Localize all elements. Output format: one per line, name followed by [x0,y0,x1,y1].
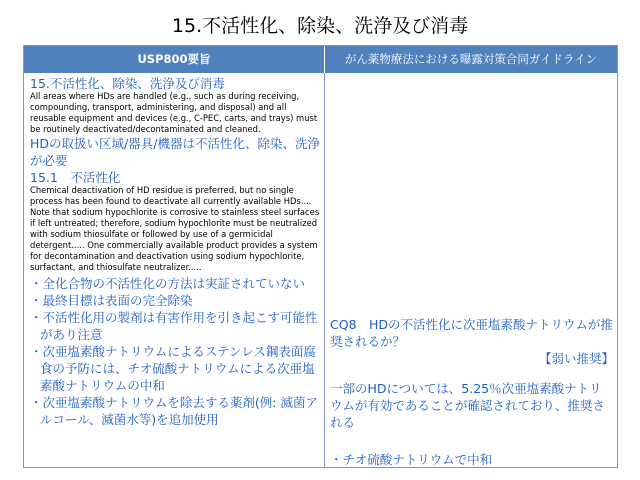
bullet-item: ・次亜塩素酸ナトリウムを除去する薬剤(例: 滅菌アルコール、滅菌水等)を追加使用 [30,395,318,427]
summary-bullets [30,275,322,428]
bullet-item: ・最終目標は表面の完全除染 [30,293,193,308]
guideline-column [330,76,614,468]
section-japanese-summary: HDの取扱い区域/器具/機器は不活性化、除染、洗浄が必要 [30,136,320,168]
comparison-table [23,45,618,468]
guideline-answer: 一部のHDについては、5.25％次亜塩素酸ナトリウムが有効であることが確認されており、推奨される [330,381,605,430]
subsection-heading: 15.1 不活性化 [30,170,121,185]
page-title: 15.不活性化、除染、洗浄及び消毒 [171,15,469,37]
bullet-item: ・全化合物の不活性化の方法は実証されていない [30,276,306,291]
header-guideline: がん薬物療法における曝露対策合同ガイドライン [325,46,617,73]
recommendation-strength: 【弱い推奨】 [538,351,614,366]
subsection-english-text: Chemical deactivation of HD residue is preferred, but no single process has been found to deactivate all currently available HDs.... Note that sodium hypochlorite is corrosive to stainless steel surfaces if left untreated; therefore, sodium hypochlorite must be neutralized with sodium thiosulfate or followed by use of a germicidal detergent..... One commercially available product provides a system for decontamination and deactivation using sodium hypochlorite, surfactant, and thiosulfate neutralizer..... [30,185,320,272]
guideline-note: ・チオ硫酸ナトリウムで中和 [330,452,493,467]
section-heading: 15.不活性化、除染、洗浄及び消毒 [30,76,225,91]
header-usp800: USP800要旨 [24,46,324,73]
column-divider [324,73,325,467]
bullet-item: ・不活性化用の製剤は有害作用を引き起こす可能性があり注意 [30,310,318,342]
clinical-question: CQ8 HDの不活性化に次亜塩素酸ナトリウムが推奨されるか？ [330,317,613,349]
section-english-text: All areas where HDs are handled (e.g., such as during receiving, compounding, transport, administering, and disposal) and all reusable equipment and devices (e.g., C-PEC, carts, and trays) must be routinely deactivated/decontaminated and cleaned. [30,91,318,134]
usp800-column [30,76,322,428]
bullet-item: ・次亜塩素酸ナトリウムによるステンレス鋼表面腐食の予防には、チオ硫酸ナトリウムによる次亜塩素酸ナトリウムの中和 [30,344,316,393]
